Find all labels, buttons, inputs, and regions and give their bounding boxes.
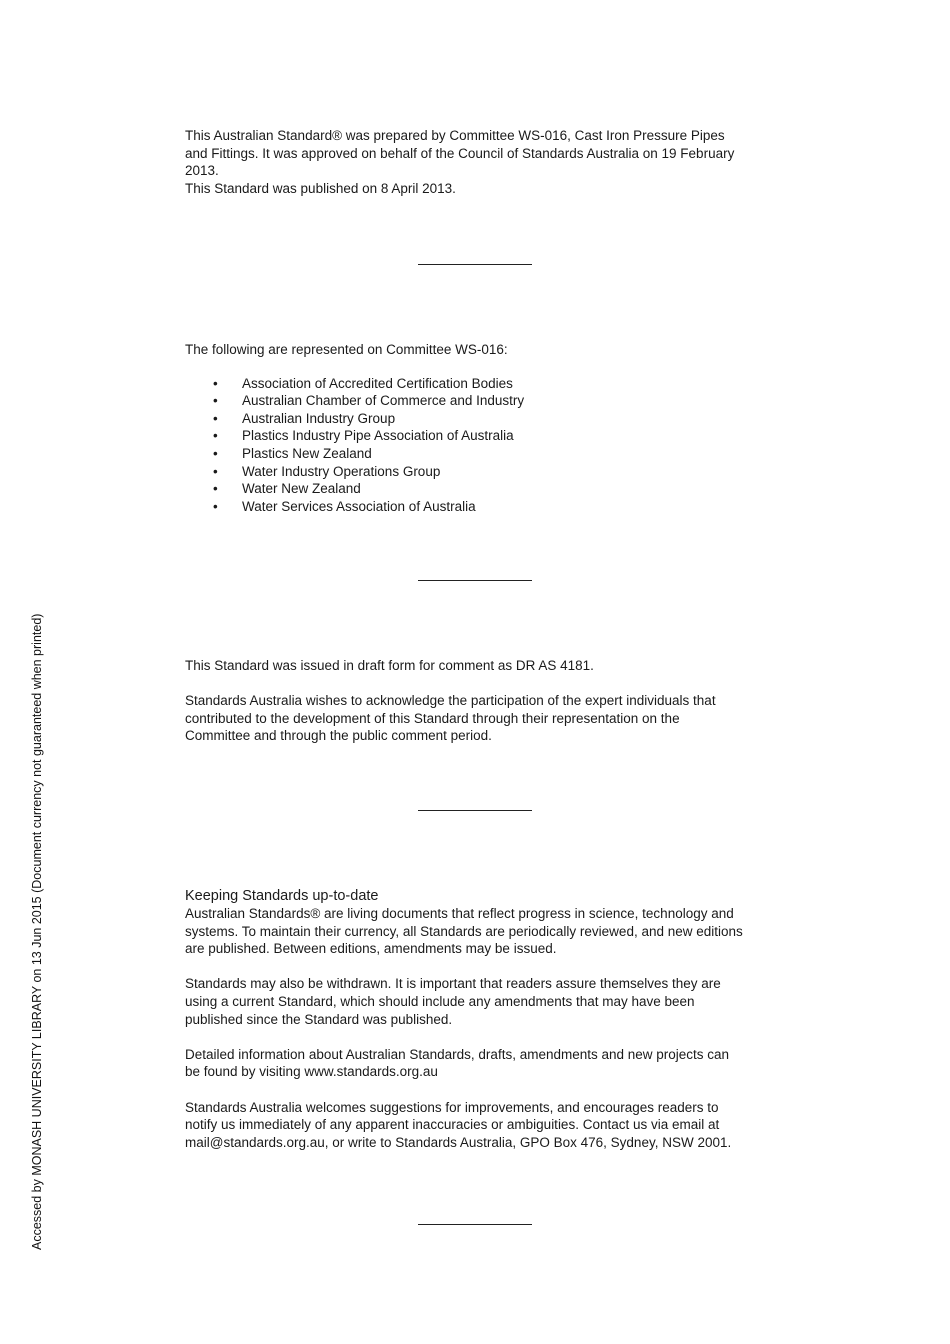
section-heading: Keeping Standards up-to-date [185, 888, 379, 904]
paragraph-line: using a current Standard, which should include any amendments that may have been [185, 993, 695, 1009]
committee-member: • Water New Zealand [185, 480, 770, 498]
paragraph-line: notify us immediately of any apparent inaccuracies or ambiguities. Contact us via email at [185, 1117, 720, 1133]
preparation-line: and Fittings. It was approved on behalf of the Council of Standards Australia on 19 February [185, 145, 735, 161]
committee-member: • Plastics Industry Pipe Association of Australia [185, 427, 770, 445]
draft-issued-line: This Standard was issued in draft form for comment as DR AS 4181. [185, 658, 594, 673]
paragraph-line: published since the Standard was published. [185, 1011, 453, 1027]
paragraph-line: Standards Australia welcomes suggestions for improvements, and encourages readers to [185, 1099, 719, 1115]
paragraph-line: systems. To maintain their currency, all Standards are periodically reviewed, and new editions [185, 923, 743, 939]
committee-section [185, 341, 770, 515]
keeping-section [185, 887, 770, 1151]
paragraph-line [185, 1063, 770, 1081]
publication-date-line: This Standard was published on 8 April 2013. [185, 180, 456, 196]
committee-member: • Water Services Association of Australia [185, 498, 770, 516]
website-link[interactable]: www.standards.org.au [304, 1064, 438, 1080]
section-divider [418, 580, 532, 581]
preparation-section [185, 127, 770, 197]
paragraph-text: , or write to Standards Australia, GPO Box 476, Sydney, NSW 2001. [324, 1134, 732, 1150]
paragraph-line: Detailed information about Australian Standards, drafts, amendments and new projects can [185, 1046, 730, 1062]
paragraph-line: Australian Standards® are living documents that reflect progress in science, technology and [185, 906, 734, 921]
committee-member: • Australian Chamber of Commerce and Industry [185, 392, 770, 410]
committee-member: • Water Industry Operations Group [185, 463, 770, 481]
committee-member: • Plastics New Zealand [185, 445, 770, 463]
section-divider [418, 1224, 532, 1225]
committee-member: • Association of Accredited Certification Bodies [185, 375, 770, 393]
section-divider [418, 264, 532, 265]
acknowledgement-line: Standards Australia wishes to acknowledge the participation of the expert individuals that [185, 693, 716, 709]
preparation-line: This Australian Standard® was prepared by Committee WS-016, Cast Iron Pressure Pipes [185, 128, 725, 143]
paragraph-line: Standards may also be withdrawn. It is important that readers assure themselves they are [185, 976, 721, 992]
acknowledgement-line: contributed to the development of this Standard through their representation on the [185, 710, 680, 726]
committee-member-list [185, 375, 770, 516]
paragraph-text: be found by visiting [185, 1064, 305, 1080]
section-divider [418, 810, 532, 811]
draft-section [185, 657, 770, 745]
acknowledgement-line: Committee and through the public comment period. [185, 728, 492, 744]
paragraph-line: are published. Between editions, amendments may be issued. [185, 941, 557, 957]
email-link[interactable]: mail@standards.org.au [185, 1134, 325, 1150]
access-notice: Accessed by MONASH UNIVERSITY LIBRARY on 13 Jun 2015 (Document currency not guaranteed when printed) [30, 613, 44, 1250]
paragraph-line [185, 1134, 770, 1152]
committee-member: • Australian Industry Group [185, 410, 770, 428]
committee-intro: The following are represented on Committee WS-016: [185, 342, 508, 357]
preparation-line: 2013. [185, 163, 219, 179]
